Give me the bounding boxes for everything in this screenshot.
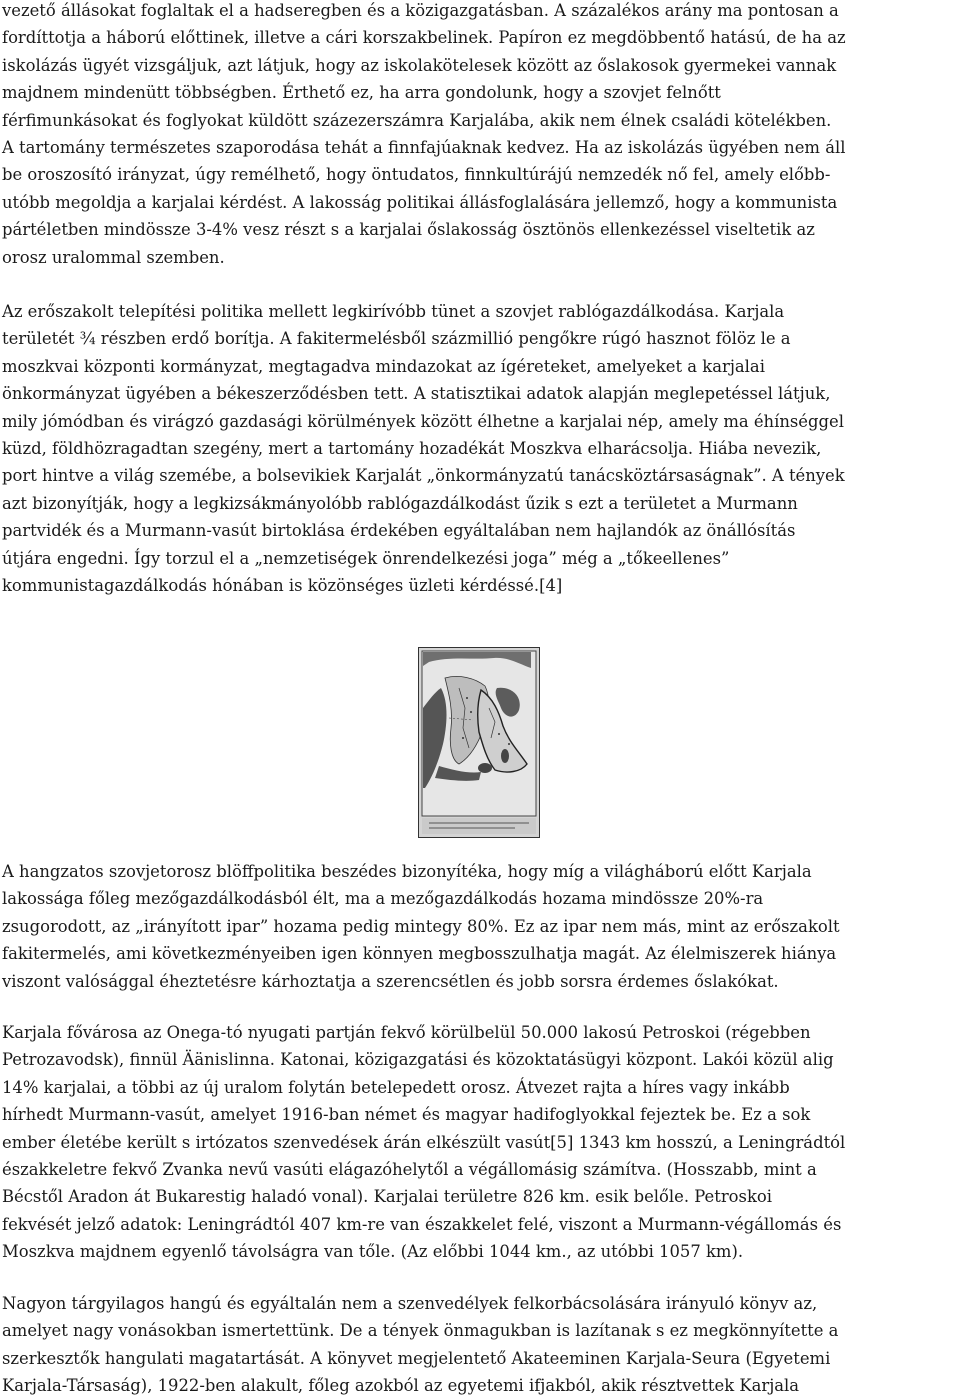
text-line: Petrozavodsk), finnül Äänislinna. Katonai, közigazgatási és közoktatásügyi központ. Lakói közül alig bbox=[2, 1050, 834, 1070]
text-line: kommunistagazdálkodás hónában is közönséges üzleti kérdéssé.[4] bbox=[2, 575, 563, 595]
text-line: Karjala fővárosa az Onega-tó nyugati partján fekvő körülbelül 50.000 lakosú Petroskoi (régebben bbox=[2, 1023, 811, 1042]
text-line: A tartomány természetes szaporodása tehát a finnfajúaknak kedvez. Ha az iskolázás ügyében nem áll bbox=[2, 137, 846, 157]
text-line: 14% karjalai, a többi az új uralom folytán betelepedett orosz. Átvezet rajta a híres vagy inkább bbox=[2, 1077, 790, 1097]
text-line: be oroszosító irányzat, úgy remélhető, hogy öntudatos, finnkultúrájú nemzedék nő fel, amely előbb- bbox=[2, 165, 831, 185]
text-line: pártéletben mindössze 3-4% vesz részt s a karjalai őslakosság ösztönös ellenkezéssel viseltetik az bbox=[2, 220, 815, 240]
text-line: északkeletre fekvő Zvanka nevű vasúti elágazóhelytől a végállomásig számítva. (Hosszabb, mint a bbox=[2, 1159, 817, 1179]
text-line: fordíttotja a háború előttinek, illetve a cári korszakbelinek. Papíron ez megdöbbentő hatású, de ha az bbox=[2, 28, 846, 48]
text-line: amelyet nagy vonásokban ismertettünk. De a tények önmagukban is lazítanak s ez megkönnyítette a bbox=[2, 1321, 839, 1341]
text-line: mily jómódban és virágzó gazdasági körülmények között élhetne a karjalai nép, amely ma éhínséggel bbox=[2, 411, 844, 431]
text-line: majdnem mindenütt többségben. Érthető ez, ha arra gondolunk, hogy a szovjet felnőtt bbox=[2, 83, 721, 103]
text-line: A hangzatos szovjetorosz blöffpolitika beszédes bizonyítéka, hogy míg a világháború előtt Karjala bbox=[2, 862, 812, 881]
text-line: vezető állásokat foglaltak el a hadseregben és a közigazgatásban. A százalékos arány ma pontosan a bbox=[2, 1, 839, 20]
text-line: Az erőszakolt telepítési politika mellett legkirívóbb tünet a szovjet rablógazdálkodása. Karjala bbox=[2, 302, 785, 321]
text-line: port hintve a világ szemébe, a bolsevikiek Karjalát „önkormányzatú tanácsköztársaságnak”. A tények bbox=[2, 466, 845, 486]
text-line: orosz uralommal szemben. bbox=[2, 247, 225, 267]
text-line: zsugorodott, az „irányított ipar” hozama pedig mintegy 80%. Ez az ipar nem más, mint az erőszakolt bbox=[2, 916, 840, 936]
paragraph-book-review bbox=[2, 1290, 958, 1400]
text-line: utóbb megoldja a karjalai kérdést. A lakosság politikai állásfoglalására jellemző, hogy a kommunista bbox=[2, 192, 838, 212]
karelia-map-image bbox=[418, 647, 540, 838]
text-line: férfimunkásokat és foglyokat küldött százezerszámra Karjalába, akik nem élnek családi kötelékben. bbox=[2, 110, 832, 130]
paragraph-petroskoi bbox=[2, 1019, 958, 1266]
text-line: ember életébe került s irtózatos szenvedések árán elkészült vasút[5] 1343 km hosszú, a Leningrádtól bbox=[2, 1132, 846, 1152]
text-line: fakitermelés, ami következményeiben igen könnyen megbosszulhatja magát. Az élelmiszerek hiánya bbox=[2, 944, 837, 964]
text-line: lakossága főleg mezőgazdálkodásból élt, ma a mezőgazdálkodás hozama mindössze 20%-ra bbox=[2, 889, 764, 909]
text-line: Bécstől Aradon át Bukarestig haladó vonal). Karjalai területre 826 km. esik belőle. Petroskoi bbox=[2, 1187, 772, 1207]
paragraph-school-statistics bbox=[2, 0, 958, 271]
text-line: Karjala-Társaság), 1922-ben alakult, főleg azokból az egyetemi ifjakból, akik résztvettek Karjala bbox=[2, 1376, 800, 1396]
text-line: küzd, földhözragadtan szegény, mert a tartomány hozadékát Moszkva elharácsolja. Hiába nevezik, bbox=[2, 438, 822, 458]
paragraph-exploitation bbox=[2, 298, 958, 599]
text-line: fekvését jelző adatok: Leningrádtól 407 km-re van északkelet felé, viszont a Murmann-végállomás és bbox=[2, 1214, 842, 1234]
text-line: viszont valósággal éheztetésre kárhoztatja a szerencsétlen és jobb sorsra érdemes őslakókat. bbox=[2, 971, 779, 991]
text-line: területét ¾ részben erdő borítja. A fakitermelésből százmillió pengőkre rúgó hasznot fölöz le a bbox=[2, 329, 791, 349]
paragraph-industry bbox=[2, 858, 958, 995]
text-line: Moszkva majdnem egyenlő távolságra van tőle. (Az előbbi 1044 km., az utóbbi 1057 km). bbox=[2, 1242, 744, 1262]
text-line: hírhedt Murmann-vasút, amelyet 1916-ban német és magyar hadifoglyokkal fejeztek be. Ez a sok bbox=[2, 1105, 811, 1125]
text-line: iskolázás ügyét vizsgáljuk, azt látjuk, hogy az iskolakötelesek között az őslakosok gyermekei vannak bbox=[2, 55, 837, 75]
text-line: önkormányzat ügyében a békeszerződésben tett. A statisztikai adatok alapján meglepetéssel látjuk, bbox=[2, 384, 831, 404]
text-line: azt bizonyítják, hogy a legkizsákmányolóbb rablógazdálkodást űzik s ezt a területet a Murmann bbox=[2, 493, 798, 513]
text-line: Nagyon tárgyilagos hangú és egyáltalán nem a szenvedélyek felkorbácsolására irányuló könyv az, bbox=[2, 1294, 818, 1313]
text-line: partvidék és a Murmann-vasút birtoklása érdekében egyáltalában nem hajlandók az önállósítás bbox=[2, 521, 796, 541]
karelia-map-icon bbox=[419, 648, 539, 837]
text-line: útjára engedni. Így torzul el a „nemzetiségek önrendelkezési joga” még a „tőkeellenes” bbox=[2, 548, 730, 568]
text-line: szerkesztők hangulati magatartását. A könyvet megjelentető Akateeminen Karjala-Seura (Egyetemi bbox=[2, 1348, 831, 1368]
text-line: moszkvai központi kormányzat, megtagadva mindazokat az ígéreteket, amelyeket a karjalai bbox=[2, 356, 765, 376]
